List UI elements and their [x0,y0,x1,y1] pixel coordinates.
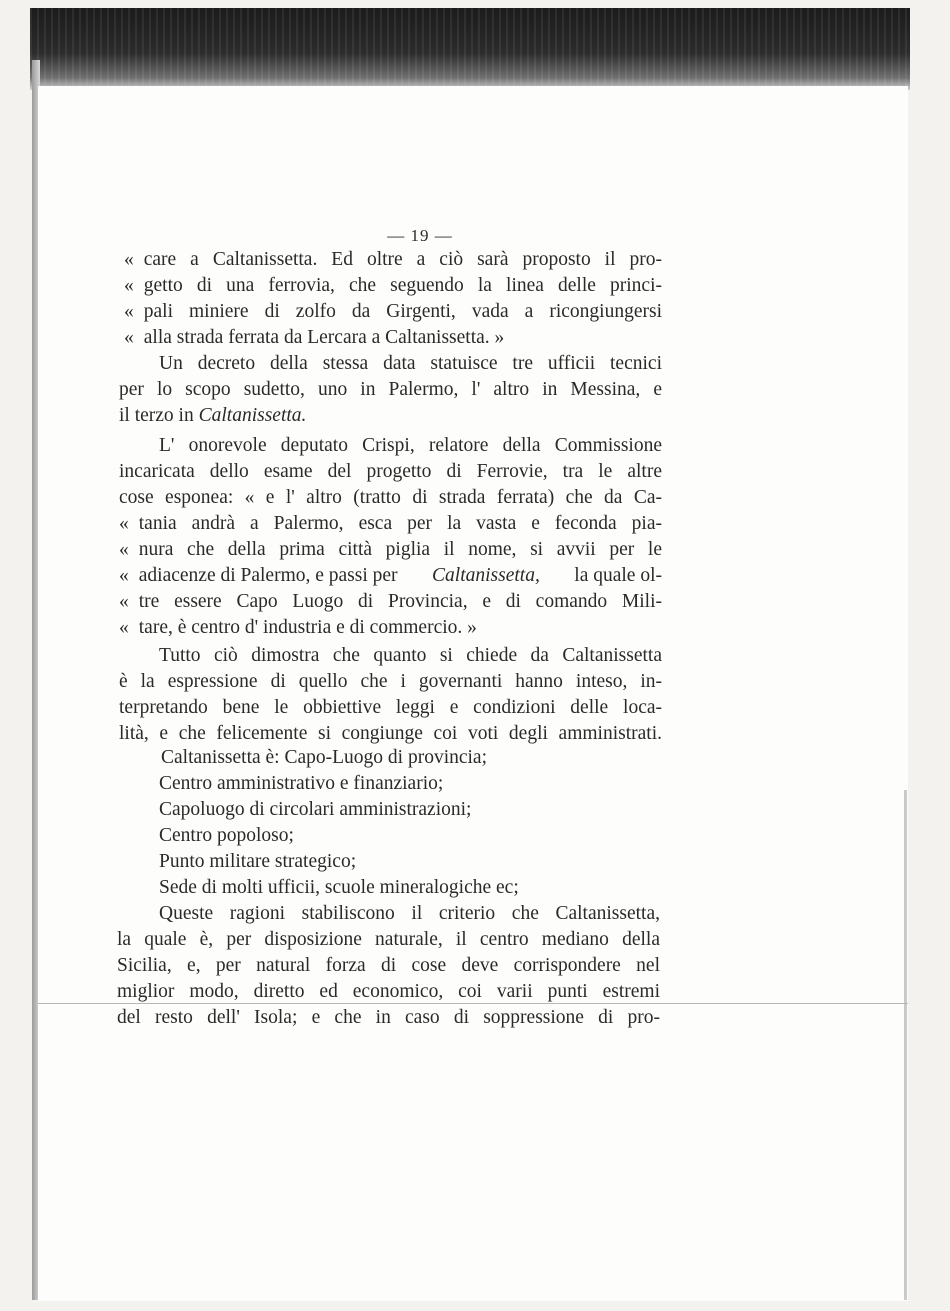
text-line [159,643,662,669]
line-text: adiacenze di Palermo, e passi per [138,565,403,586]
paragraph-line: è la espressione di quello che i governanti hanno inteso, in- [119,671,662,692]
paragraph-line: L' onorevole deputato Crispi, relatore della Commissione [159,435,662,456]
text-line [119,511,662,537]
quote-line: care a Caltanissetta. Ed oltre a ciò sarà proposto il pro- [143,249,662,270]
text-line [124,299,662,325]
text-line [119,669,662,695]
paragraph-line: miglior modo, diretto ed economico, coi varii punti estremi [117,981,660,1002]
paragraph-line: il terzo in [119,405,199,426]
text-line [119,721,662,747]
quote-mark: « [119,539,129,560]
paragraph-line: tare, è centro d' industria e di commercio. » [138,617,477,638]
text-line [119,695,662,721]
text-line [119,615,662,641]
paragraph-line: lità, e che felicemente si congiunge coi voti degli amministrati. [119,723,662,744]
quote-mark: « [124,301,134,322]
text-line [119,485,662,511]
text-line [159,351,662,377]
paragraph-line: nura che della prima città piglia il nome, si avvii per le [138,539,662,560]
paragraph-line: Tutto ciò dimostra che quanto si chiede da Caltanissetta [159,645,662,666]
list-item: Centro popoloso; [159,825,294,846]
paragraph-line: Queste ragioni stabiliscono il criterio che Caltanissetta, [159,903,660,924]
place-name: Caltanissetta. [198,405,307,426]
place-name: Caltanissetta, [432,565,540,586]
paragraph-line: tania andrà a Palermo, esca per la vasta e feconda pia- [138,513,662,534]
text-line [119,377,662,403]
text-line [119,403,662,429]
text-line [159,433,662,459]
list-item: Punto militare strategico; [159,851,357,872]
scan-right-edge [904,790,907,1300]
line-text: la quale ol- [569,565,662,586]
list-item: Centro amministrativo e finanziario; [159,773,444,794]
list-item: Capoluogo di circolari amministrazioni; [159,799,472,820]
quote-line: getto di una ferrovia, che seguendo la linea delle princi- [143,275,662,296]
quote-line: pali miniere di zolfo da Girgenti, vada a ricongiungersi [143,301,662,322]
scan-top-border [30,8,910,90]
text-line [119,537,662,563]
paragraph-line: incaricata dello esame del progetto di Ferrovie, tra le altre [119,461,662,482]
text-line [117,1005,660,1031]
paragraph-line: terpretando bene le obbiettive leggi e condizioni delle loca- [119,697,662,718]
paragraph-line: Sicilia, e, per natural forza di cose deve corrispondere nel [117,955,660,976]
quote-mark: « [124,327,134,348]
paragraph-line: del resto dell' Isola; e che in caso di soppressione di pro- [117,1007,660,1028]
text-line [119,589,662,615]
text-line [117,927,660,953]
paragraph-line: Un decreto della stessa data statuisce tre ufficii tecnici [159,353,662,374]
quote-mark: « [124,249,134,270]
quote-mark: « [119,617,129,638]
list-item: Caltanissetta è: Capo-Luogo di provincia; [161,747,488,768]
text-line [124,247,662,273]
text-line [117,979,660,1005]
text-line [117,953,660,979]
text-line [159,901,660,927]
paragraph-line: tre essere Capo Luogo di Provincia, e di comando Mili- [138,591,662,612]
paragraph-line: la quale è, per disposizione naturale, il centro mediano della [117,929,660,950]
list-item: Sede di molti ufficii, scuole mineralogiche ec; [159,877,519,898]
quote-mark: « [119,591,129,612]
paragraph-line: per lo scopo sudetto, uno in Palermo, l' altro in Messina, e [119,379,662,400]
quote-mark: « [124,275,134,296]
quote-mark: « [119,513,129,534]
text-line [124,273,662,299]
quote-mark: « [119,565,129,586]
paragraph-line: cose esponea: « e l' altro (tratto di strada ferrata) che da Ca- [119,487,662,508]
text-line [119,563,662,589]
page-number: — 19 — [387,226,453,245]
quote-line: alla strada ferrata da Lercara a Caltanissetta. » [143,327,505,348]
text-line [119,459,662,485]
text-line [124,325,662,351]
paragraph-line [139,563,662,589]
